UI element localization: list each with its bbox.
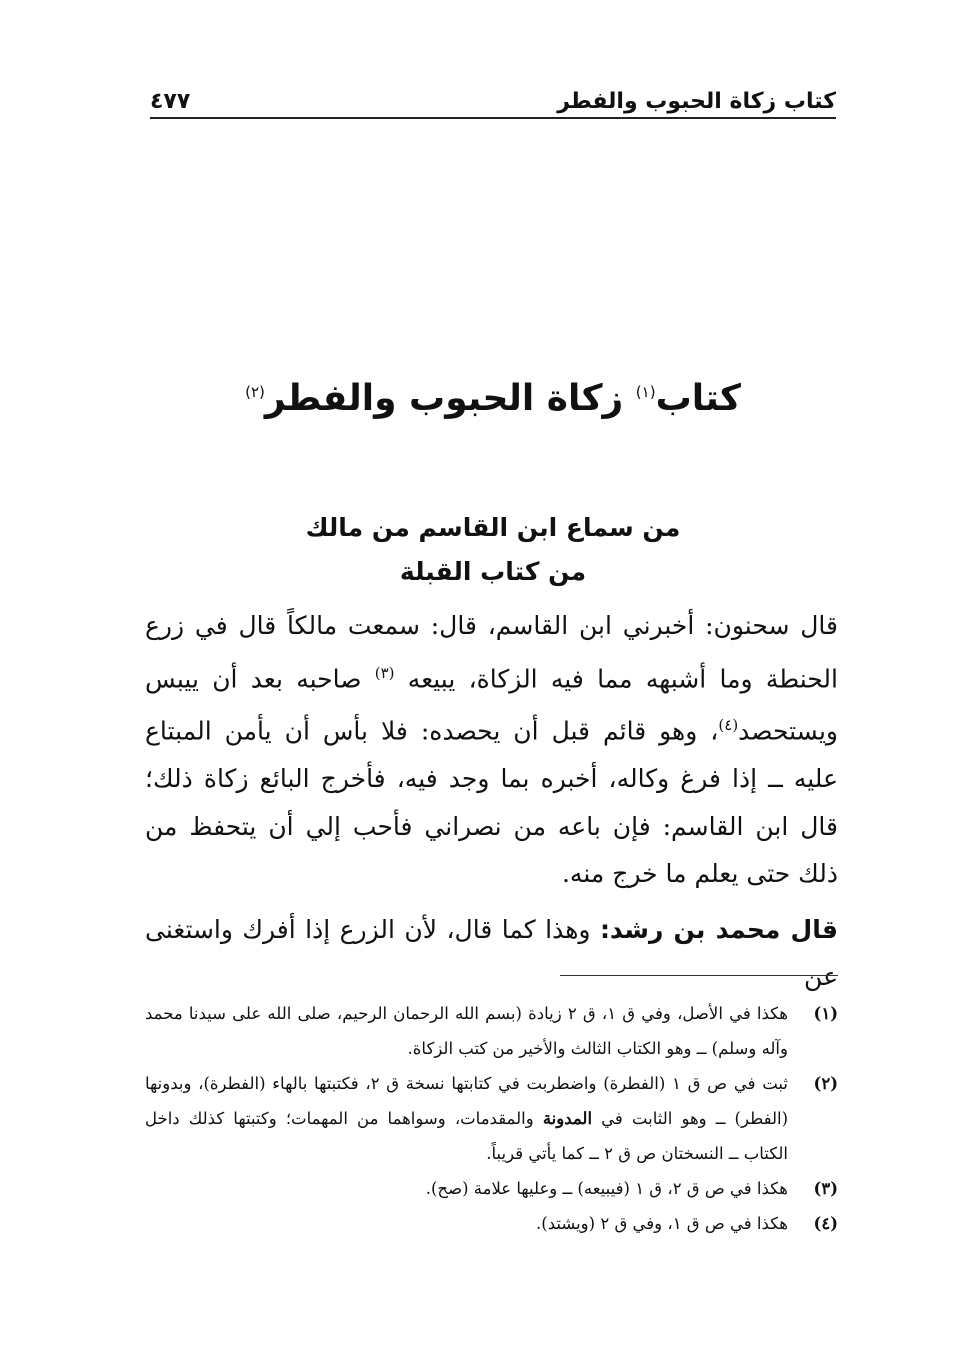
header-rule — [150, 117, 836, 119]
footnote-text: هكذا في ص ق ١، وفي ق ٢ (ويشتد). — [536, 1214, 788, 1233]
paragraph-1-part-c: ، وهو قائم قبل أن يحصده: فلا بأس أن يأمن المبتاع عليه ــ إذا فرغ وكاله، أخبره بما وجد فيه، فأخرج البائع زكاة ذلك؛ قال ابن القاسم: فإن باعه من نصراني فأحب إلي أن يتحفظ من ذلك حتى يعلم ما خرج منه. — [145, 716, 838, 889]
commentator-name: قال محمد بن رشد: — [599, 914, 838, 944]
paragraph-1 — [145, 602, 838, 898]
footnotes — [145, 996, 838, 1241]
footnote-3 — [145, 1171, 838, 1206]
running-header — [150, 80, 836, 114]
section-heading-line-2: من كتاب القبلة — [399, 557, 587, 586]
chapter-title-word: كتاب — [655, 378, 741, 419]
footnote-text: هكذا في ص ق ٢، ق ١ (فيبيعه) ــ وعليها علامة (صح). — [425, 1179, 788, 1198]
footnote-mark-4[interactable]: (٤) — [718, 716, 739, 735]
footnote-number: (٤) — [813, 1214, 838, 1233]
section-heading-line-1: من سماع ابن القاسم من مالك — [305, 513, 681, 542]
page-number: ٤٧٧ — [150, 89, 191, 114]
footnote-number: (٢) — [813, 1074, 838, 1093]
footnote-2 — [145, 1066, 838, 1171]
footnote-text: هكذا في الأصل، وفي ق ١، ق ٢ زيادة (بسم الله الرحمان الرحيم، صلى الله على سيدنا محمد وآله وسلم) ــ وهو الكتاب الثالث والأخير من كتب الزكاة. — [145, 1004, 788, 1058]
running-title: كتاب زكاة الحبوب والفطر — [557, 89, 836, 114]
footnote-4 — [145, 1206, 838, 1241]
paragraph-1-part-a: قال سحنون: أخبرني ابن القاسم، قال: سمعت مالكاً قال في زرع الحنطة وما أشبهه مما فيه الزكاة، يبيعه — [145, 611, 838, 693]
footnote-2-part-b: والمقدمات، وسواهما من المهمات؛ وكتبتها كذلك داخل الكتاب ــ النسختان ص ق ٢ ــ كما يأتي قريباً. — [145, 1109, 788, 1163]
footnote-1 — [145, 996, 838, 1066]
footnote-2-part-a: ثبت في ص ق ١ (الفطرة) واضطربت في كتابتها نسخة ق ٢، فكتبتها بالهاء (الفطرة)، وبدونها (الفطر) ــ وهو الثابت في — [145, 1074, 789, 1128]
footnote-mark-1[interactable]: (١) — [635, 383, 656, 401]
footnote-mark-2[interactable]: (٢) — [245, 383, 265, 401]
footnote-separator — [560, 975, 838, 976]
footnote-number: (٣) — [813, 1179, 838, 1198]
footnote-text — [145, 1066, 788, 1171]
footnote-number: (١) — [813, 1004, 838, 1023]
paragraph-2-text: وهذا كما قال، لأن الزرع إذا أفرك واستغنى عن — [145, 914, 838, 992]
paragraph-1-part-b: صاحبه بعد أن ييبس ويستحصد — [145, 663, 838, 746]
chapter-title-rest: زكاة الحبوب والفطر — [264, 378, 624, 419]
body-text — [145, 602, 838, 1001]
section-heading — [150, 506, 836, 594]
footnote-2-bold-source: المدونة — [542, 1109, 593, 1128]
footnote-mark-3[interactable]: (٣) — [374, 663, 395, 682]
paragraph-2 — [145, 906, 838, 1001]
chapter-title — [150, 378, 836, 419]
